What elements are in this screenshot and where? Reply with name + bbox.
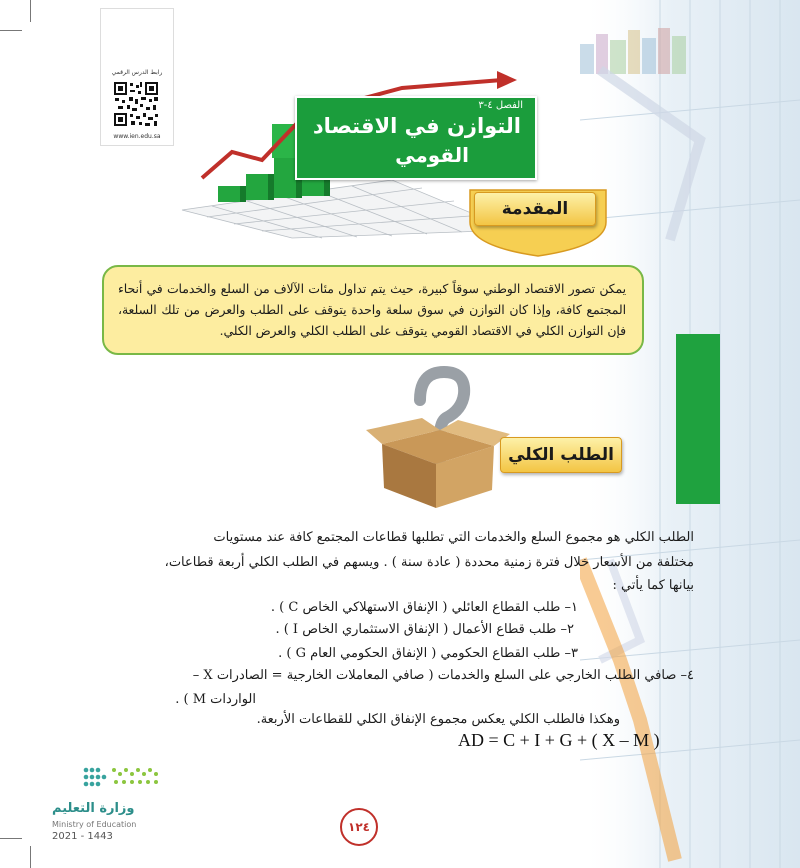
chapter-title-line2: القومي — [395, 143, 469, 167]
chapter-banner — [295, 96, 537, 180]
intro-heading-label: المقدمة — [501, 199, 569, 219]
chapter-label: الفصل ٤-٣ — [478, 100, 523, 111]
crop-mark — [30, 0, 31, 22]
body-line: مختلفة من الأسعار خلال فترة زمنية محددة ( عادة سنة ) . ويسهم في الطلب الكلي أربعة قطاعات، — [164, 555, 694, 570]
summary-text: وهكذا فالطلب الكلي يعكس مجموع الإنفاق الكلي للقطاعات الأربعة. — [256, 712, 620, 727]
page-number: ١٢٤ — [340, 808, 378, 846]
crop-mark — [30, 846, 31, 868]
body-line: الطلب الكلي هو مجموع السلع والخدمات التي تطلبها قطاعات المجتمع كافة عند مستويات — [213, 530, 694, 545]
body-line: بيانها كما يأتي : — [612, 578, 694, 593]
green-side-bar — [676, 334, 720, 504]
qr-caption: رابط الدرس الرقمي — [111, 69, 163, 76]
list-item: ٢– طلب قطاع الأعمال ( الإنفاق الاستثماري الخاص I ) . — [275, 622, 574, 637]
aggregate-demand-heading — [500, 437, 622, 473]
list-item: ٤– صافي الطلب الخارجي على السلع والخدمات ( صافي المعاملات الخارجية = الصادرات X – — [192, 668, 694, 683]
list-item: ١– طلب القطاع العائلي ( الإنفاق الاستهلاكي الخاص C ) . — [270, 600, 578, 615]
qr-card[interactable] — [100, 8, 174, 146]
qr-code-icon[interactable] — [113, 81, 159, 127]
ministry-name-arabic: وزارة التعليم — [52, 801, 135, 816]
crop-mark — [0, 30, 22, 31]
chapter-title-line1: التوازن في الاقتصاد — [312, 114, 521, 138]
ministry-name-english: Ministry of Education — [52, 820, 137, 829]
aggregate-demand-heading-label: الطلب الكلي — [508, 445, 614, 465]
intro-heading — [474, 192, 596, 226]
aggregate-demand-formula: AD = C + I + G + ( X – M ) — [458, 730, 660, 750]
ministry-logo-icon — [80, 760, 164, 798]
question-box-illustration — [362, 360, 512, 510]
ministry-year: 2021 - 1443 — [52, 831, 113, 842]
crop-mark — [0, 838, 22, 839]
list-item: ٣– طلب القطاع الحكومي ( الإنفاق الحكومي العام G ) . — [278, 646, 578, 661]
intro-text: يمكن تصور الاقتصاد الوطني سوقاً كبيرة، حيث يتم تداول مئات الآلاف من السلع والخدمات في أنحاء المجتمع كافة، وإذا كان التوازن في سوق سلعة واحدة يتوقف على الطلب والعرض من تلك السلعة، فإن التوازن الكلي في الاقتصاد القومي يتوقف على الطلب الكلي والعرض الكلي. — [118, 282, 626, 338]
list-item: الواردات M ) . — [175, 692, 256, 707]
qr-url[interactable]: www.ien.edu.sa — [113, 133, 161, 140]
intro-box — [102, 265, 644, 355]
